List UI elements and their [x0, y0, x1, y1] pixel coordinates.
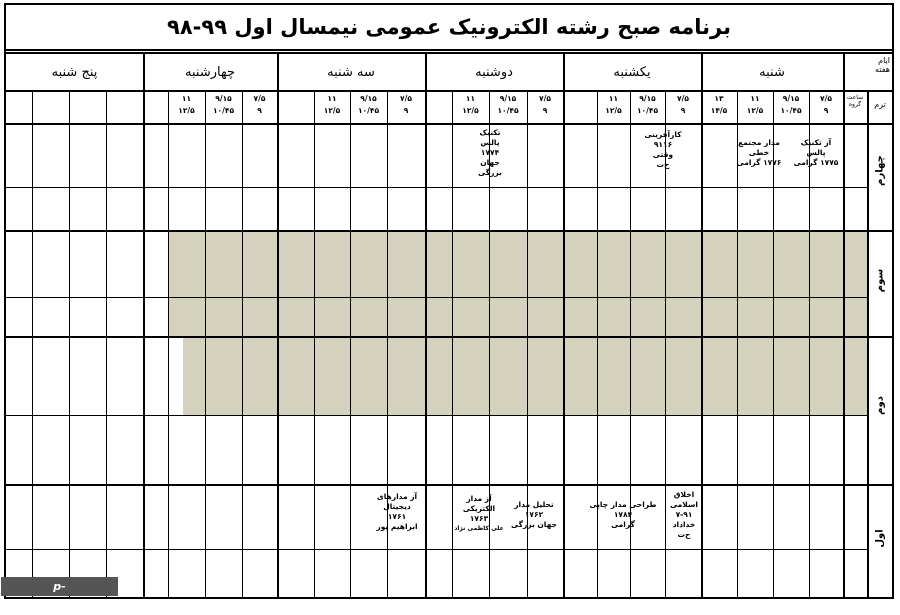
shaded-block [183, 337, 867, 415]
divider [314, 90, 315, 597]
divider [6, 187, 868, 188]
divider [6, 336, 892, 338]
slot-label: ۷/۵ ۹ [820, 94, 832, 115]
slot-label: ۹/۱۵ ۱۰/۴۵ [212, 94, 235, 115]
website-watermark: p-estahban.nus.ac.ir [1, 577, 118, 596]
course-cell: اخلاق اسلامی ۷-۹۱ خداداد ح‌ت [670, 490, 698, 539]
term-label-2: دوم [874, 396, 886, 415]
divider [69, 90, 70, 597]
days-label: ایام هفته [875, 56, 890, 74]
slot-label: ۱۱ ۱۲/۵ [462, 94, 479, 115]
divider [6, 90, 892, 92]
slot-label: ۱۱ ۱۲/۵ [605, 94, 622, 115]
divider [242, 90, 243, 597]
term-header: ترم [874, 100, 886, 109]
course-cell: تکنیک پالس ۱۷۷۴ جهان بزرگی [478, 128, 502, 177]
day-seshanbe: سه شنبه [327, 65, 375, 80]
course-cell: مدار مجتمع خطی ۱۷۷۶ گرامی [736, 138, 782, 167]
divider [843, 52, 845, 597]
slot-label: ۹/۱۵ ۱۰/۴۵ [357, 94, 380, 115]
slot-label: ۱۳ ۱۴/۵ [710, 94, 728, 115]
shaded-block [168, 298, 867, 337]
slot-label: ۷/۵ ۹ [539, 94, 551, 115]
slot-label: ۹/۱۵ ۱۰/۴۵ [780, 94, 802, 115]
course-cell: آز تکنیک پالس ۱۷۷۵ گرامی [793, 138, 839, 167]
divider [143, 52, 145, 597]
course-cell: تحلیل مدار ۱۷۶۲ جهان بزرگی [511, 500, 557, 529]
divider [106, 90, 107, 597]
divider [168, 90, 169, 597]
slot-label: ۱۱ ۱۲/۵ [746, 94, 764, 115]
divider [6, 297, 868, 298]
slot-label: ۷/۵ ۹ [253, 94, 266, 115]
divider [6, 230, 892, 232]
day-shanbe: شنبه [759, 65, 785, 80]
term-label-3: سوم [874, 268, 886, 293]
divider [205, 90, 206, 597]
day-yekshanbe: یکشنبه [613, 65, 651, 80]
time-label: ساعت گروه [846, 94, 864, 108]
page-title: برنامه صبح رشته الکترونیک عمومی نیمسال اول ۹۹-۹۸ [6, 5, 892, 51]
divider [563, 52, 565, 597]
slot-label: ۱۱ ۱۲/۵ [178, 94, 195, 115]
term-label-4: چهارم [874, 155, 886, 186]
course-cell: آز مدارهای دیجیتال ۱۷۶۱ ابراهیم پور [376, 492, 418, 531]
divider [6, 484, 892, 486]
term-label-1: اول [874, 529, 886, 548]
divider [32, 90, 33, 597]
slot-label: ۹/۱۵ ۱۰/۴۵ [636, 94, 659, 115]
divider [277, 52, 279, 597]
day-panjshanbe: پنج شنبه [51, 65, 98, 80]
divider [6, 549, 868, 550]
divider [6, 123, 892, 125]
slot-label: ۷/۵ ۹ [677, 94, 689, 115]
slot-label: ۷/۵ ۹ [400, 94, 412, 115]
course-cell: کارآفرینی ۹۱۱۶ وقتی ح‌ت [644, 130, 682, 169]
divider [867, 90, 869, 597]
slot-label: ۹/۱۵ ۱۰/۴۵ [497, 94, 519, 115]
day-chaharshanbe: چهارشنبه [185, 65, 235, 80]
slot-label: ۱۱ ۱۲/۵ [323, 94, 341, 115]
course-cell: طراحی مدار چاپی ۱۷۸۴ گرامی [589, 500, 657, 529]
day-doshanbe: دوشنبه [475, 65, 513, 80]
divider [6, 415, 868, 416]
divider [6, 52, 892, 54]
course-cell: آز مدار الکتریکی ۱۷۶۳ علی کاظمی نژاد [454, 494, 504, 532]
shaded-block [168, 231, 867, 298]
divider [350, 90, 351, 597]
